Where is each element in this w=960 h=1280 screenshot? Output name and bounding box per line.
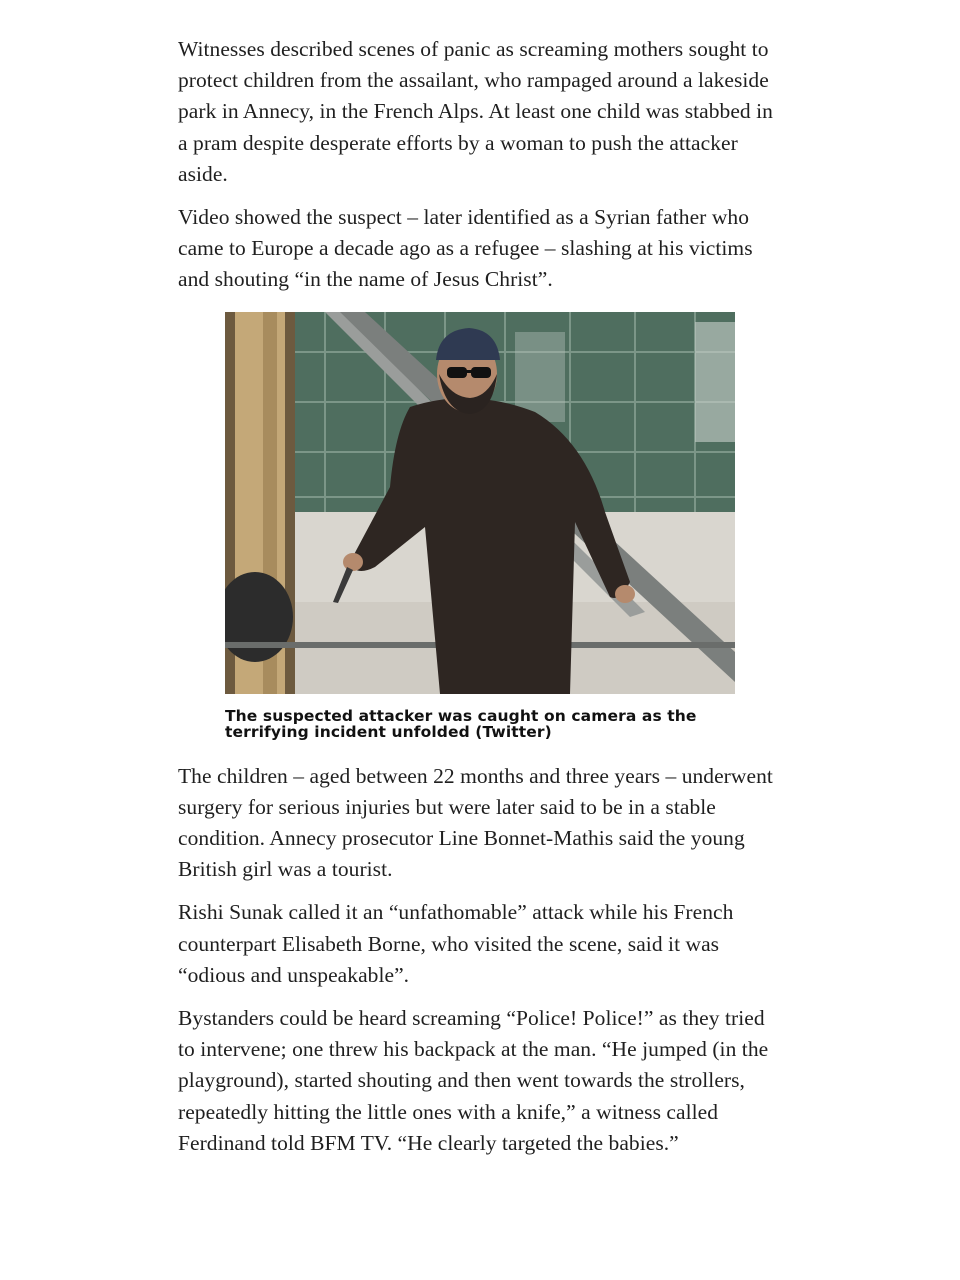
article-paragraph: Video showed the suspect – later identified as a Syrian father who came to Europe a decade ago as a refugee – slashing at his victims and shouting “in the name of Jesus Christ”. [178,205,753,292]
suspect-photo [225,312,735,694]
article-paragraph: Witnesses described scenes of panic as screaming mothers sought to protect children from the assailant, who rampaged around a lakeside park in Annecy, in the French Alps. At least one child was stabbed in a pram despite desperate efforts by a woman to push the attacker aside. [178,37,773,186]
photo-caption: The suspected attacker was caught on camera as the terrifying incident unfolded (Twitter) [225,706,697,742]
article-paragraph: Rishi Sunak called it an “unfathomable” attack while his French counterpart Elisabeth Borne, who visited the scene, said it was “odious and unspeakable”. [178,900,734,987]
article-paragraph: Bystanders could be heard screaming “Police! Police!” as they tried to intervene; one threw his backpack at the man. “He jumped (in the playground), started shouting and then went towards the strollers, repeatedly hitting the little ones with a knife,” a witness called Ferdinand told BFM TV. “He clearly targeted the babies.” [178,1006,769,1155]
article-figure [225,312,735,741]
article-paragraph: The children – aged between 22 months and three years – underwent surgery for serious injuries but were later said to be in a stable condition. Annecy prosecutor Line Bonnet-Mathis said the young British girl was a tourist. [178,763,773,882]
article-body [178,34,778,1171]
